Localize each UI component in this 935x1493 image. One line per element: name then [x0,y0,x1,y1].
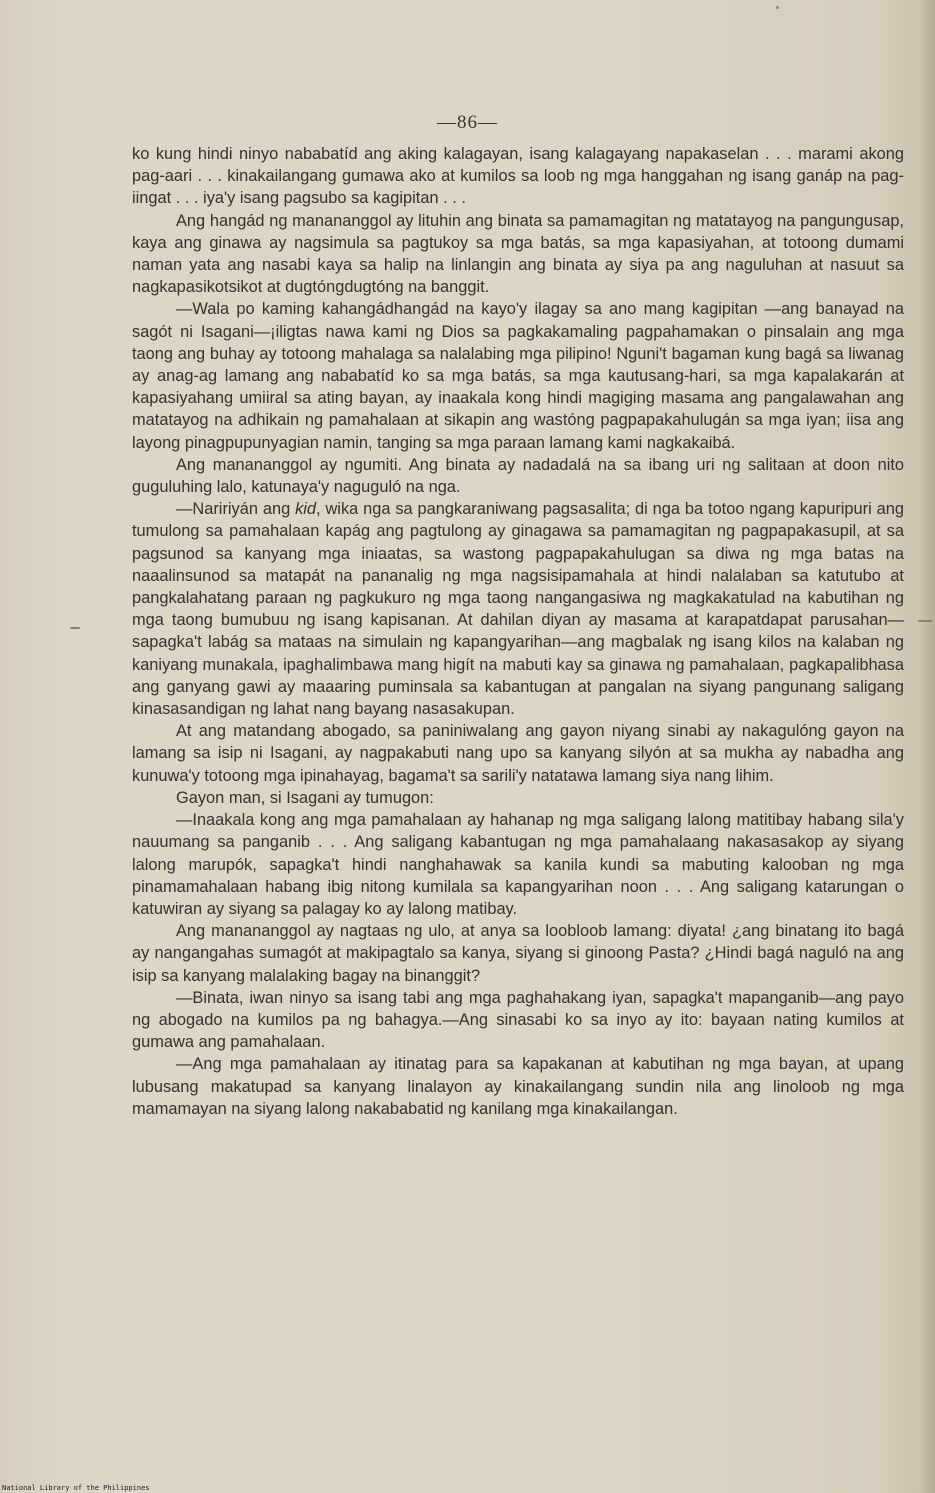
paragraph-9: Ang manananggol ay nagtaas ng ulo, at anya sa loobloob lamang: diyata! ¿ang binatang ito bagá ay nangangahas sumagót at makipagtalo sa kanya, siyang si ginoong Pasta? ¿Hindi bagá naguló na ang isip sa kanyang malalaking bagay na binanggit? [132,922,904,985]
paragraph-8: —Inaakala kong ang mga pamahalaan ay hahanap ng mga saligang lalong matitibay habang sila'y nauumang sa panganib . . . Ang saligang kabantugan ng mga pamahalaang nakasasakop ay siyang lalong marupók, sapagka't hindi nanghahawak sa kanila kundi sa mabuting kalooban ng mga pinamamahalaan habang ibig nitong kumilala sa kapangyarihan noon . . . Ang saligang katarungan o katuwiran ay siyang sa palagay ko ay lalong matibay. [132,811,904,918]
paragraph-3: —Wala po kaming kahangádhangád na kayo'y ilagay sa ano mang kagipitan —ang banayad na sagót ni Isagani—¡iligtas nawa kami ng Dios sa pagkakamaling pagpahamakan o pinsalain ang mga taong ang buhay ay totoong mahalaga sa nalalabing mga pilipino! Nguni't bagaman kung bagá sa liwanag ay anag-ag lamang ang nababatíd ko sa mga batás, sa mga kautusang-hari, sa mga kapalakarán at kapasiyahang umiiral sa ating bayan, ay inaakala kong hindi magiging masama ang pangalawahan ang matatayog na adhikain ng pamahalaan at sikapin ang wastóng pagpapakahulugán sa mga iyan; iisa ang layong pinagpupunyagian namin, tanging sa mga paraan lamang kami nagkakaibá. [132,300,904,452]
paper-speck [776,6,779,9]
paragraph-11: —Ang mga pamahalaan ay itinatag para sa kapakanan at kabutihan ng mga bayan, at upang lubusang makatupad sa kanyang linalayon ay kinakailangang sundin nila ang linoloob ng mga mamamayan na siyang lalong nakababatid ng kanilang mga kinakailangan. [132,1055,904,1118]
paragraph-2: Ang hangád ng manananggol ay lituhin ang binata sa pamamagitan ng matatayog na pangungusap, kaya ang ginawa ay nagsimula sa pagtukoy sa mga batás, sa mga kapasiyahan, at totoong dumami naman yata ang nasabi kaya sa halip na linlangin ang binata ay siya pa ang naguluhan at nasuut sa nagkapasikotsikot at dugtóngdugtóng na banggit. [132,211,904,297]
page-edge-shadow [921,0,935,1493]
italic-word: kid [295,500,317,519]
paragraph-5: —Naririyán ang kid, wika nga sa pangkaraniwang pagsasalita; di nga ba totoo ngang kapuripuri ang tumulong sa pamahalaan kapág ang pagtulong ay ginagawa sa pamamagitan ng pagpapakasupil, at sa pagsunod sa kanyang mga iniaatas, sa wastong pagpapakahulugan sa diwa ng mga batas na naaalinsunod sa matapát na pananalig ng mga nagsisipamahala at hindi nalalaban sa katutubo at pangkalahatang paraan ng pagkukuro ng mga taong nangangasiwa ng magkakatulad na kabutihan ng mga taong bumubuu ng isang kapisanan. At dahilan diyan ay masama at karapatdapat parusahan—sapagka't labág sa mataas na simulain ng kapangyarihan—ang magbalak ng isang kilos na kalaban ng kaniyang munakala, ipaghalimbawa mang higít na mabuti kay sa ginawa ng pamahalaan, pagkapalibhasa ang ganyang gawi ay maaaring puminsala sa kabantugan at pangalan na siyang pangunang saligang kinasasandigan ng lahat nang bayang nasasakupan. [132,500,904,719]
paragraph-4: Ang manananggol ay ngumiti. Ang binata ay nadadalá na sa ibang uri ng salitaan at doon nito guguluhing lalo, katunaya'y naguguló na nga. [132,455,904,497]
library-footer: National Library of the Philippines [2,1484,150,1492]
paper-speck [918,620,932,622]
page-number: —86— [437,112,498,133]
paper-speck [70,627,80,629]
paragraph-7: Gayon man, si Isagani ay tumugon: [176,788,434,807]
paragraph-1: ko kung hindi ninyo nababatíd ang aking kalagayan, isang kalagayang napakaselan . . . marami akong pag-aari . . . kinakailangang gumawa ako at kumilos sa loob ng mga hanggahan ng isang ganáp na pag-iingat . . . iya'y isang pagsubo sa kagipitan . . . [132,145,904,208]
paragraph-6: At ang matandang abogado, sa paniniwalang ang gayon niyang sinabi ay nakagulóng gayon na lamang sa isip ni Isagani, ay nagpakabuti nang upo sa kanyang silyón at sa mukha ay nabadha ang kunuwa'y totoong mga ipinahayag, bagama't sa sarili'y natatawa lamang siya nang lihim. [132,722,904,785]
paragraph-10: —Binata, iwan ninyo sa isang tabi ang mga paghahakang iyan, sapagka't mapanganib—ang payo ng abogado na kumilos pa ng bahagya.—Ang sinasabi ko sa inyo ay ito: bayaan nating kumilos at gumawa ang pamahalaan. [132,988,904,1052]
page-body-text [132,143,904,1120]
